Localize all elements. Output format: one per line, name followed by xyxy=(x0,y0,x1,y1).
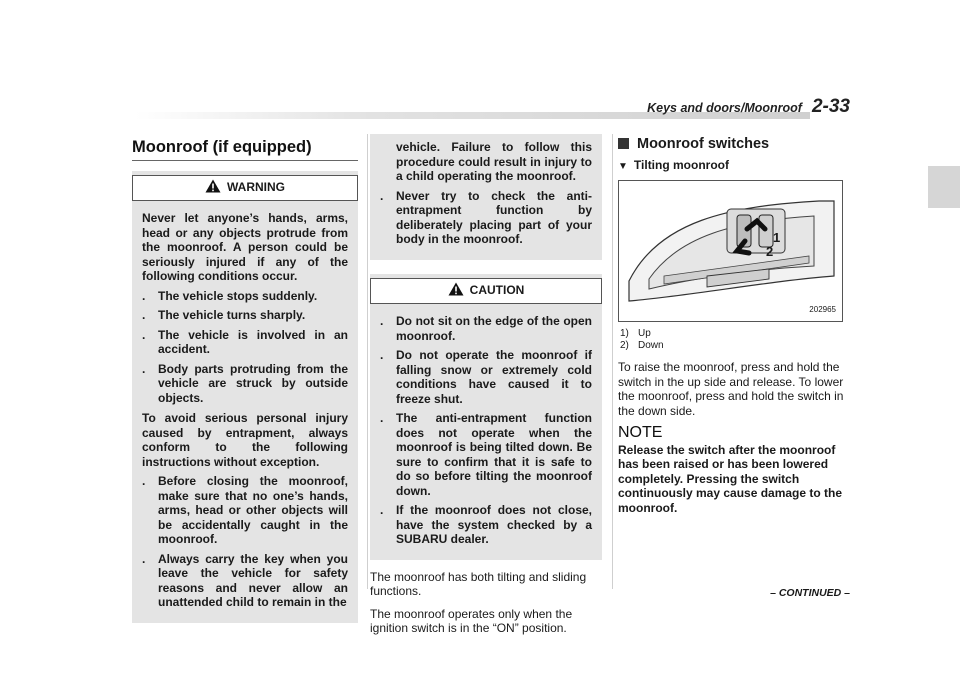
caution-list xyxy=(380,314,592,547)
warning-instructions xyxy=(142,474,348,610)
caution-header xyxy=(370,278,602,305)
column-1 xyxy=(132,140,358,633)
list-item: . Do not operate the moonroof if falling snow or extremely cold conditions have caused it to freeze shut. xyxy=(380,348,592,406)
section-title: Moonroof (if equipped) xyxy=(132,140,358,161)
header-section-title: Keys and doors/Moonroof xyxy=(647,101,802,115)
list-item: . The vehicle turns sharply. xyxy=(142,308,306,322)
warning-continued-text: vehicle. Failure to follow this procedure could result in injury to a child operating the moonroof. xyxy=(396,140,592,183)
list-item: . The vehicle is involved in an accident. xyxy=(142,327,348,356)
warning-title: WARNING xyxy=(227,179,285,194)
column-2 xyxy=(370,134,602,644)
switch-illustration xyxy=(618,180,843,322)
list-item: . Never try to check the anti-entrapment function by deliberately placing part of your body in the moonroof. xyxy=(380,188,592,246)
callout-2: 2 xyxy=(766,244,774,259)
list-item: . If the moonroof does not close, have the system checked by a SUBARU dealer. xyxy=(380,503,592,546)
switch-instructions: To raise the moonroof, press and hold the switch in the up side and release. To lower the moonroof, press and hold the switch in the down side. xyxy=(618,360,844,418)
list-item: . Do not sit on the edge of the open moonroof. xyxy=(380,314,592,343)
callout-1: 1 xyxy=(773,230,781,245)
list-item: . Before closing the moonroof, make sure that no one’s hands, arms, head or other objects will be accidentally caught in the moonroof. xyxy=(142,474,348,546)
caution-title: CAUTION xyxy=(469,282,525,297)
figure-legend xyxy=(618,328,850,352)
column-3 xyxy=(618,137,850,515)
list-item: . The vehicle stops suddenly. xyxy=(142,288,318,303)
continued-label: – CONTINUED – xyxy=(770,587,850,599)
subsection-title: Moonroof switches xyxy=(618,137,850,152)
list-item: . Always carry the key when you leave the vehicle for safety reasons and never allow an unattended child to remain in the xyxy=(142,551,348,609)
column-divider xyxy=(367,134,368,589)
warning-intro: Never let anyone’s hands, arms, head or any objects protrude from the moonroof. A person could be seriously injured if any of the following conditions occur. xyxy=(142,211,348,283)
page-header xyxy=(600,96,850,118)
warning-instructions-intro: To avoid serious personal injury caused by entrapment, always conform to the following instructions without exception. xyxy=(142,411,348,469)
warning-box xyxy=(132,171,358,623)
warning-header xyxy=(132,175,358,202)
list-item: . Body parts protruding from the vehicle are struck by outside objects. xyxy=(142,361,348,405)
note-body: Release the switch after the moonroof has been raised or has been lowered completely. Pressing the switch continuously may cause damage to the moonroof. xyxy=(618,442,843,515)
triangle-marker-icon: ▼ xyxy=(618,160,628,172)
body-paragraph: The moonroof has both tilting and sliding functions. xyxy=(370,569,587,598)
caution-triangle-icon xyxy=(448,282,464,300)
warning-triangle-icon xyxy=(205,179,221,197)
body-paragraph: The moonroof operates only when the ignition switch is in the “ON” position. xyxy=(370,606,573,635)
legend-item: 2) Down xyxy=(620,340,664,351)
overhead-console-drawing xyxy=(619,181,842,321)
legend-item: 1) Up xyxy=(620,328,651,339)
warning-continued-list xyxy=(380,189,592,247)
sub-subsection-title: ▼ Tilting moonroof xyxy=(618,157,729,172)
list-item: . The anti-entrapment function does not operate when the moonroof is being tilted down. Be sure to confirm that it is safe to do so before tilting the moonroof down. xyxy=(380,411,592,498)
chapter-tab xyxy=(928,166,960,208)
caution-box xyxy=(370,274,602,560)
figure-code: 202965 xyxy=(809,304,836,314)
warning-box-continued xyxy=(370,134,602,260)
column-divider xyxy=(612,134,613,589)
warning-conditions xyxy=(142,289,348,406)
note-title: NOTE xyxy=(618,424,663,441)
page-number: 2-33 xyxy=(811,96,850,117)
square-bullet-icon xyxy=(618,138,629,149)
